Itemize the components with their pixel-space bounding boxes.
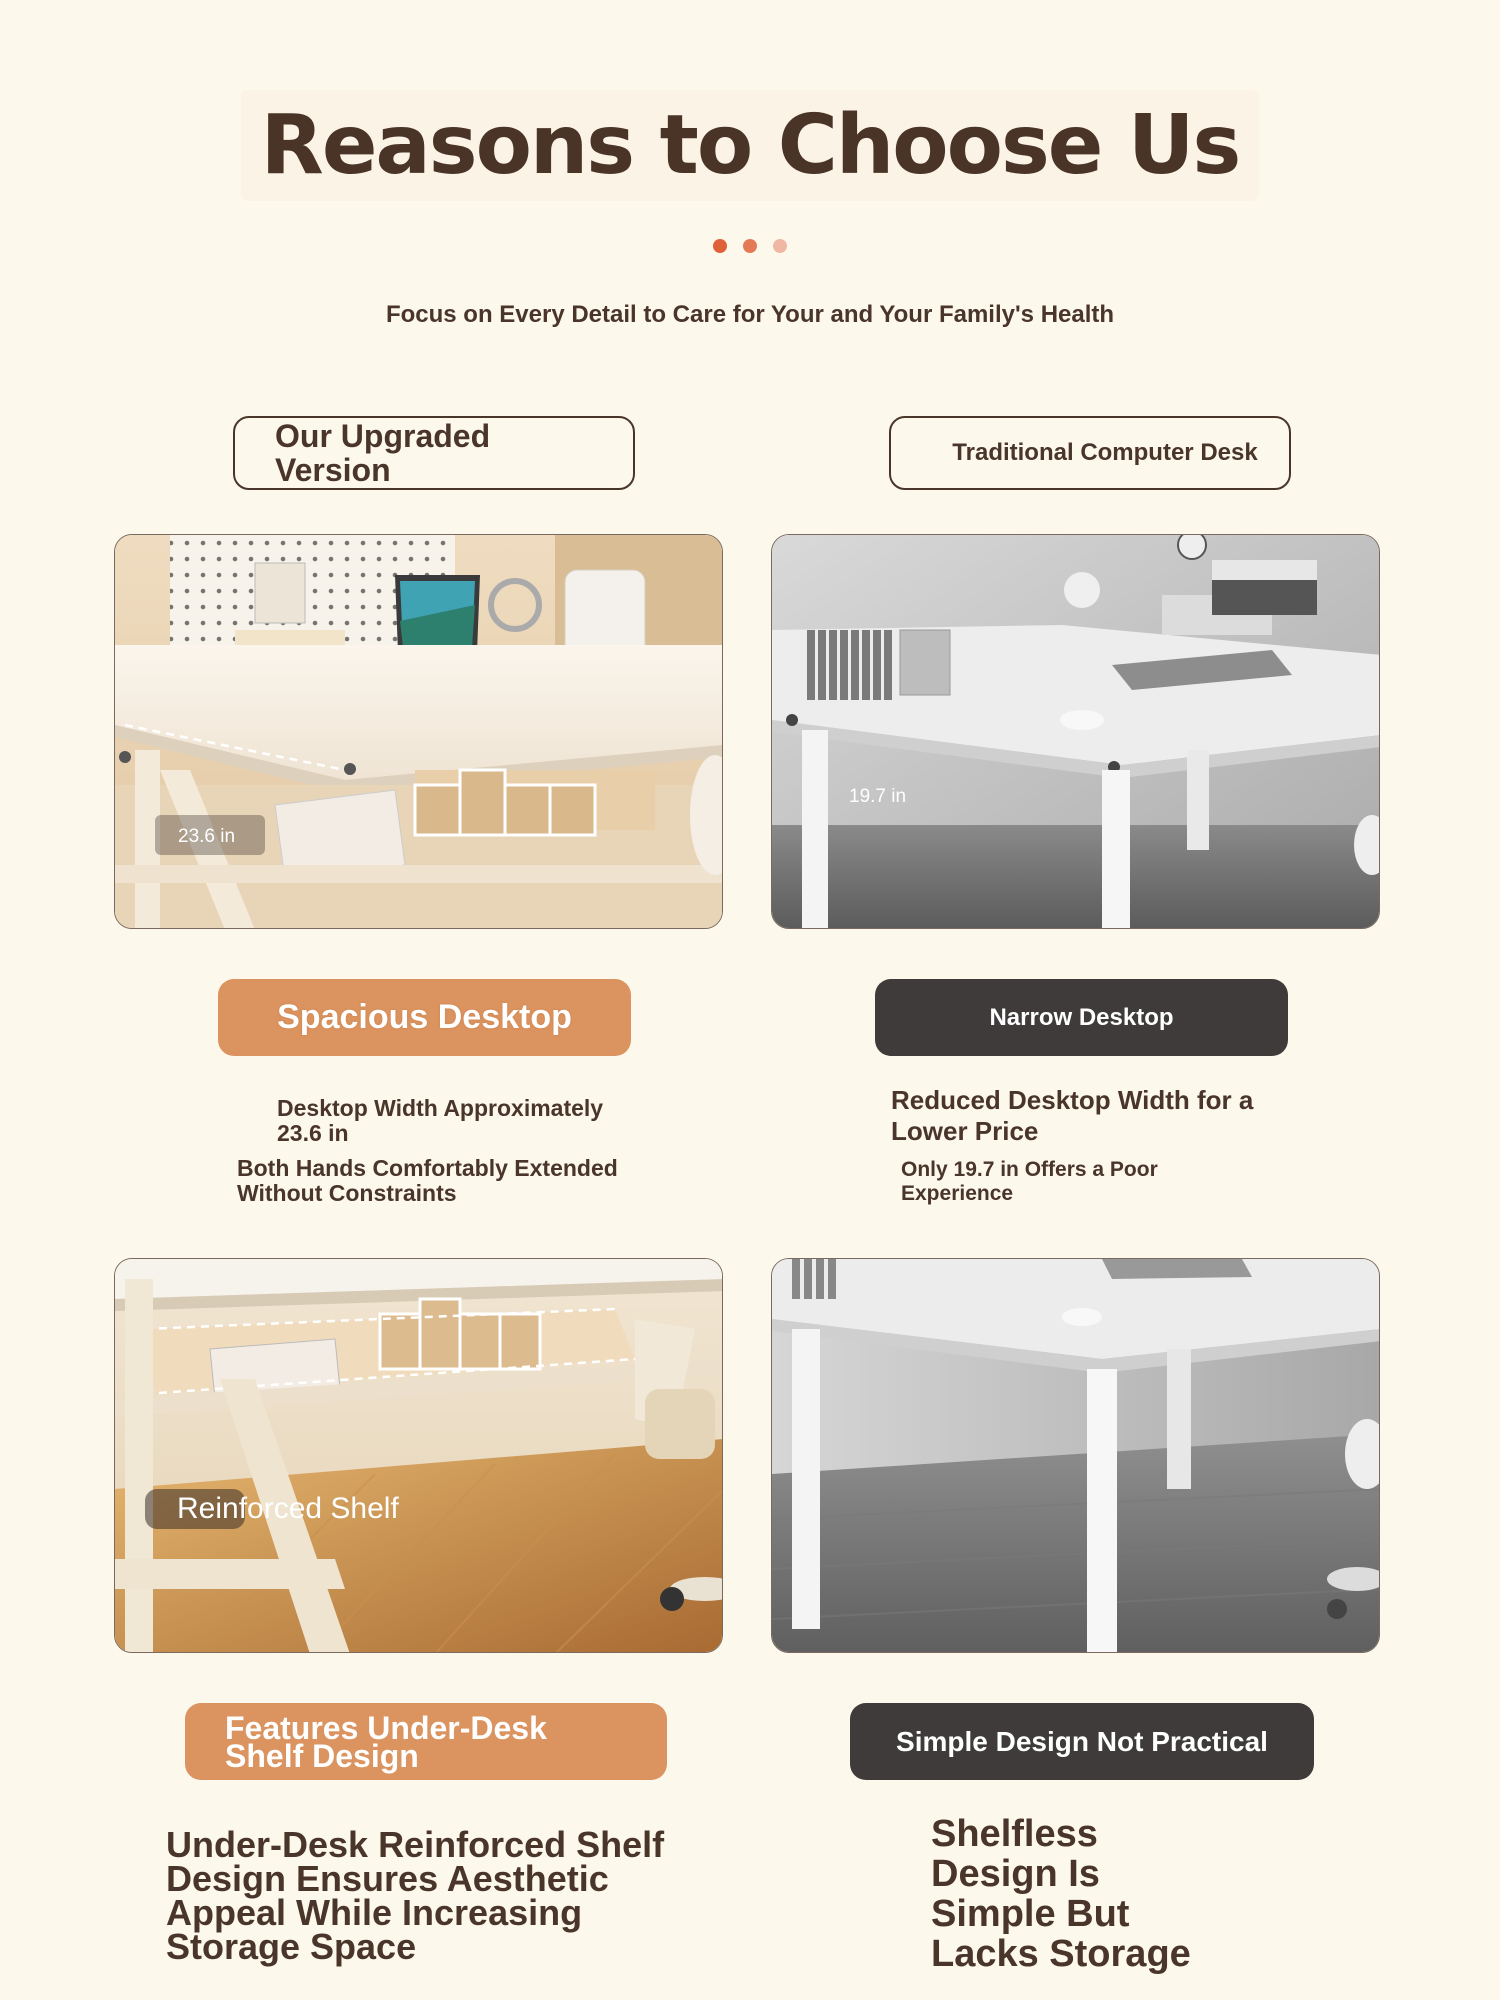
upgraded-desk-photo [114,534,723,929]
pagination-dots [0,239,1500,253]
narrow-desktop-button[interactable]: Narrow Desktop [875,979,1288,1056]
dot-3 [773,239,787,253]
upgraded-comfort-desc: Both Hands Comfortably Extended Without Constraints [237,1155,618,1206]
reinforced-shelf-photo [114,1258,723,1653]
under-desk-shelf-label: Features Under-Desk Shelf Design [225,1709,547,1774]
upgraded-width-label: 23.6 in [178,826,236,847]
under-desk-shelf-button[interactable] [185,1703,667,1780]
page-subtitle: Focus on Every Detail to Care for Your and Your Family's Health [385,301,1115,328]
upgraded-version-heading [233,416,635,490]
simple-design-button[interactable]: Simple Design Not Practical [850,1703,1314,1780]
reinforced-shelf-label: Reinforced Shelf [177,1492,399,1525]
page-title: Reasons to Choose Us [0,98,1500,193]
dot-1 [713,239,727,253]
traditional-width-label: 19.7 in [849,786,907,807]
traditional-experience-desc: Only 19.7 in Offers a Poor Experience [901,1158,1158,1205]
upgraded-version-label: Our Upgraded Version [275,418,491,488]
traditional-desk-photo [771,534,1380,929]
shelf-storage-desc: Under-Desk Reinforced Shelf Design Ensures Aesthetic Appeal While Increasing Storage Space [166,1824,665,1967]
shelfless-desk-photo [771,1258,1380,1653]
shelfless-storage-desc: Shelfless Design Is Simple But Lacks Storage [931,1813,1191,1975]
dot-2 [743,239,757,253]
spacious-desktop-button[interactable]: Spacious Desktop [218,979,631,1056]
traditional-desk-heading [889,416,1291,490]
traditional-desk-label: Traditional Computer Desk [952,439,1258,466]
traditional-width-desc: Reduced Desktop Width for a Lower Price [891,1085,1254,1146]
upgraded-width-desc: Desktop Width Approximately 23.6 in [277,1095,604,1146]
